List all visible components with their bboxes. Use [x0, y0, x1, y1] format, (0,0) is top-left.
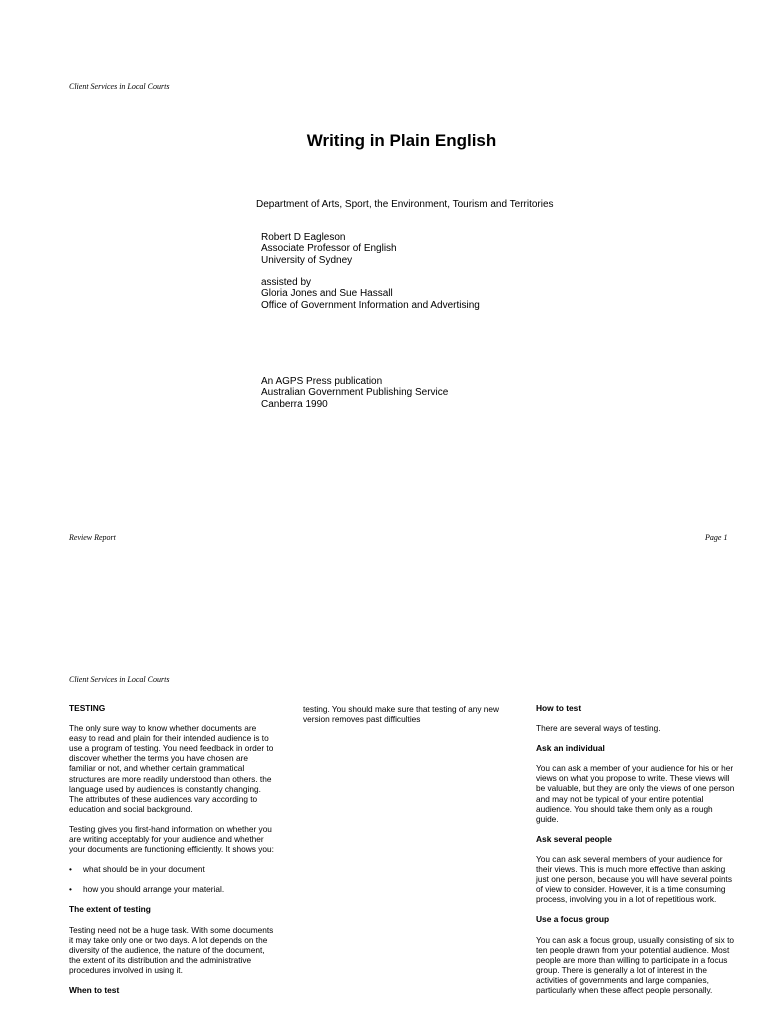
running-header-page2: Client Services in Local Courts [69, 675, 170, 684]
paragraph: You can ask a focus group, usually consisting of six to ten people drawn from your potential audience. Most people are more than willing to participate in a focus group. There is generally a lot of interest in the activities of governments and large companies, particularly when these affect people personally. [536, 934, 735, 995]
publisher-block [261, 376, 448, 410]
column-1 [69, 703, 275, 1005]
paragraph: The only sure way to know whether documents are easy to read and plain for their intended audience is to use a program of testing. You need feedback in order to discover whether the terms you have chosen are familiar or not, and whether certain grammatical structures are more readily understood than others. the language used by audiences is constantly changing. The attributes of these audiences vary according to education and social background. [69, 723, 274, 814]
heading-when-to-test: When to test [69, 984, 120, 995]
author-position: Associate Professor of English [261, 243, 397, 255]
page-number: Page 1 [705, 533, 728, 542]
author-university: University of Sydney [261, 254, 353, 266]
author-name: Robert D Eagleson [261, 232, 346, 243]
paragraph: You can ask several members of your audience for their views. This is much more effective than asking just one person, because you will have several points of view to consider. However, it is a time consuming process, involving you in a lot of repetitious work. [536, 853, 733, 905]
column-2 [303, 704, 503, 734]
heading-ask-several-people: Ask several people [536, 833, 612, 844]
paragraph: testing. You should make sure that testing of any new version removes past difficulties [303, 704, 500, 725]
document-title: Writing in Plain English [306, 131, 497, 150]
footer-left: Review Report [69, 533, 116, 542]
heading-extent-of-testing: The extent of testing [69, 904, 151, 915]
paragraph: Testing need not be a huge task. With some documents it may take only one or two days. A lot depends on the diversity of the audience, the nature of the document, the extent of its distribution and the administrative procedures involved in using it. [69, 924, 274, 975]
author-block [261, 232, 397, 266]
heading-how-to-test: How to test [536, 703, 582, 713]
paragraph: Testing gives you first-hand information on whether you are writing acceptably for your audience and whether your documents are functioning efficiently. It shows you: [69, 823, 274, 855]
heading-ask-individual: Ask an individual [536, 743, 605, 754]
department-line: Department of Arts, Sport, the Environment, Tourism and Territories [256, 199, 554, 210]
assist-block [261, 277, 480, 311]
assist-label: assisted by [261, 277, 312, 288]
publisher-line-1: An AGPS Press publication [261, 376, 383, 387]
heading-testing: TESTING [69, 703, 106, 713]
list-item: • how you should arrange your material. [69, 884, 275, 894]
assist-names: Gloria Jones and Sue Hassall [261, 288, 393, 300]
assist-office: Office of Government Information and Advertising [261, 299, 480, 311]
running-header: Client Services in Local Courts [69, 82, 170, 91]
publisher-line-2: Australian Government Publishing Service [261, 387, 449, 399]
column-3 [536, 703, 736, 1005]
publisher-line-3: Canberra 1990 [261, 398, 328, 410]
bullet-list [69, 864, 275, 894]
paragraph: You can ask a member of your audience for his or her views on what you propose to write. These views will be valuable, but they are only the views of one person and may not be typical of your entire potential audience. You should take them only as a rough guide. [536, 763, 735, 824]
heading-focus-group: Use a focus group [536, 914, 610, 925]
list-item: • what should be in your document [69, 864, 275, 874]
paragraph: There are several ways of testing. [536, 723, 661, 734]
